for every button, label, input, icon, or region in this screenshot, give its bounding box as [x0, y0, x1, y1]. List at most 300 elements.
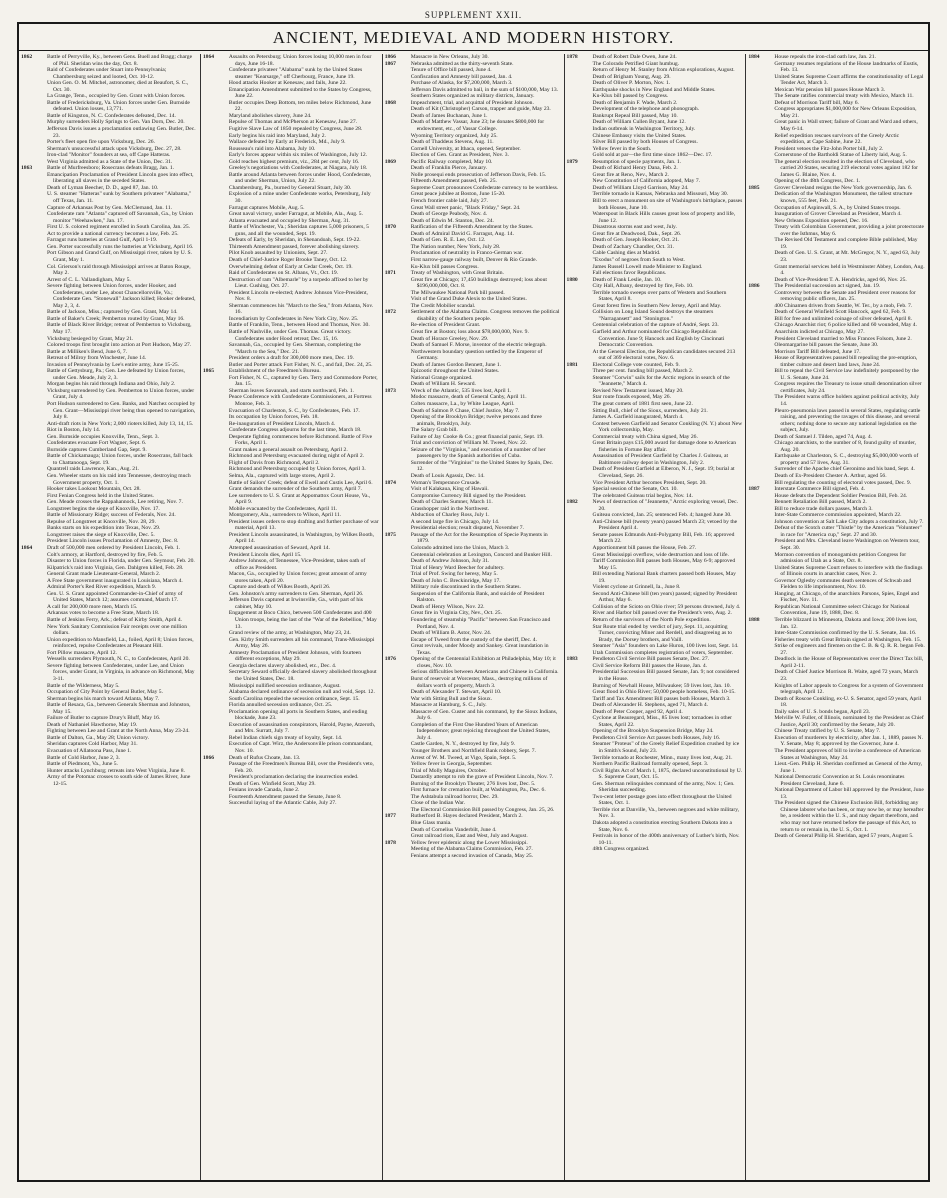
event-entry: Return of the survivors of the North Pole expedition.: [592, 617, 711, 624]
event-entry: Oleomargarine bill passes the Senate, June 30.: [774, 342, 879, 349]
event-entry: Ku-Klux bill passes Congress.: [410, 263, 479, 270]
event-entry: Waterspout in Black Hills causes great loss of property and life, June 12.: [592, 211, 736, 224]
event-entry: Presidential election; result disputed, November 7.: [410, 525, 524, 532]
event-entry: La Grange, Tenn., occupied by Gen. Grant with Union forces.: [47, 93, 186, 100]
event-entry: Death of Admiral David G. Farragut, Aug. 14.: [410, 230, 514, 237]
event-entry: Burnside captures Cumberland Gap, Sept. 9.: [47, 446, 147, 453]
event-entry: Battle of Franklin, Tenn., between Hood and Thomas, Nov. 30.: [228, 322, 370, 329]
event-entry: Raid of Confederates on St. Albans, Vt., Oct. 19.: [228, 270, 339, 277]
event-entry: Chinese Embassy visits the United States.: [592, 132, 687, 139]
event-entry: Terrible tornado at Rochester, Minn., many lives lost, Aug. 21.: [592, 754, 733, 761]
event-entry: Ku-Klux bill passed by Congress.: [592, 93, 669, 100]
event-entry: 400 Chinamen driven from Seattle, W. Ter., by a mob, Feb. 7.: [774, 302, 913, 309]
event-entry: House defeats the Dependent Soldier Pension Bill, Feb. 24.: [774, 492, 908, 499]
event-entry: Grasshopper raid in the Northwest.: [410, 505, 490, 512]
event-entry: At the General Election, the Republican candidates secured 213 out of 369 electoral votes, Nov. 6.: [592, 348, 736, 362]
year-label: 1880: [566, 276, 578, 283]
event-entry: Pendleton Civil Service Bill passes Senate, Dec. 27.: [592, 656, 710, 663]
event-entry: Tariff Commission Bill passes both Houses, May 6-9; approved May 15.: [592, 558, 736, 571]
event-entry: Destruction of ram "Albemarle" by a torpedo affixed to her by Lieut. Cushing, Oct. 27.: [228, 276, 369, 290]
event-entry: Evacuation of Charleston, S. C., by Confederates, Feb. 17.: [228, 407, 360, 414]
event-entry: Grant makes a general assault on Petersburg, April 2.: [228, 446, 348, 453]
event-entry: Dedication of the Washington Monument, the tallest structure known, 555 feet, Feb. 21.: [774, 191, 913, 205]
event-list: [229, 54, 379, 368]
event-entry: Opening of the 48th Congress, Dec. 1.: [774, 178, 861, 185]
timeline-columns: [19, 54, 928, 1182]
event-entry: Death of Chief-Justice Roger Brooke Taney, Oct. 12.: [228, 256, 348, 263]
event-entry: Early begins his raid into Maryland, July 2.: [228, 132, 326, 139]
event-entry: Trial of Molly Maguires, October.: [410, 767, 487, 774]
event-list: [593, 159, 743, 277]
event-entry: Sherman's unsuccessful attack upon Vicksburg, Dec. 27, 28.: [47, 145, 182, 152]
event-entry: Amnesty Proclamation of President Johnson, with fourteen different exceptions, May 29.: [228, 649, 362, 663]
year-group: [385, 159, 561, 224]
event-entry: The Senate ratifies commercial treaty with Mexico, March 11.: [774, 93, 914, 100]
year-label: 1887: [748, 486, 760, 493]
event-entry: Dakota adopted a constitution erecting Southern Dakota into a State, Nov. 6.: [592, 819, 733, 833]
event-entry: Establishment of the Freedmen's Bureau.: [228, 368, 321, 375]
year-group: [385, 309, 561, 388]
event-entry: Great fire at Chicago; 17,450 buildings destroyed; loss about $196,000,000, Oct. 8.: [410, 276, 547, 290]
event-entry: President's proclamation declaring the insurrection ended.: [228, 774, 359, 781]
event-entry: Death of Thaddeus Stevens, Aug. 11.: [410, 139, 494, 146]
event-entry: Terrible riot at Danville, Va., between negroes and white military, Nov. 3.: [592, 806, 740, 820]
event-entry: The celebrated Guiteau trial begins, Nov. 14.: [592, 492, 693, 499]
event-list: [411, 532, 561, 656]
event-entry: Great panic in Wall street; failure of Grant and Ward and others, May 6-14.: [774, 119, 918, 133]
event-entry: Fort Fisher, N. C., captured by Gen. Terry and Commodore Porter, Jan. 15.: [228, 374, 378, 388]
event-entry: Execution of assassination conspirators, Harold, Payne, Atzeroth, and Mrs. Surratt, July 7.: [228, 721, 376, 735]
year-label: 1862: [21, 54, 33, 60]
event-list: [593, 277, 743, 362]
event-entry: Gen. Porter successfully runs the batteries at Vicksburg, April 16.: [47, 243, 194, 250]
event-entry: Battle of Jackson, Miss.; captured by Gen. Grant, May 14.: [47, 309, 178, 316]
event-entry: Union expedition to Mansfield, La., foiled, April 8; Union forces, reinforced, repulse Confederates at Pleasant Hill.: [47, 636, 194, 650]
year-label: 1878: [566, 54, 578, 60]
event-entry: Gen. Burnside occupies Knoxville, Tenn., Sept. 3.: [47, 433, 159, 440]
year-label: 1866: [384, 54, 396, 60]
event-entry: Guiteau convicted, Jan. 25; sentenced Feb. 4; hanged June 30.: [592, 512, 732, 519]
year-label: 1875: [384, 531, 396, 538]
event-entry: Battle of Black River Bridge; retreat of Pemberton to Vicksburg, May 17.: [47, 322, 192, 335]
event-entry: Yellow fever in Georgia, September.: [410, 761, 493, 768]
event-entry: Anti-draft riots in New York; 2,000 rioters killed, July 13, 14, 15.: [47, 420, 194, 427]
event-entry: Death of William B. Astor, Nov. 24.: [410, 630, 492, 637]
event-entry: Serious difficulties between Americans and Chinese in California.: [410, 669, 559, 676]
event-entry: Death of Peter Cooper, aged 92, April 4.: [592, 708, 683, 715]
event-entry: Completion of the First One Hundred Years of American Independence; great rejoicing throughout the United States, July 4.: [410, 721, 551, 741]
event-entry: Death of Gen. U. S. Grant, at Mt. McGregor, N. Y., aged 63, July 23.: [774, 250, 921, 263]
event-entry: Ratification of the Fifteenth Amendment by the States.: [410, 224, 534, 231]
event-entry: Death of Oliver P. Morton, Nov. 1.: [592, 80, 671, 87]
event-entry: Death of Brigham Young, Aug. 29.: [592, 73, 671, 80]
event-entry: Wyoming Territory organized, July 25.: [410, 132, 498, 139]
event-entry: Violent cyclone at Grinnell, Ia., June 8.: [592, 584, 681, 591]
timeline-column: [565, 54, 747, 1182]
event-entry: Assaults on Petersburg; Union forces losing 10,000 men in four days, June 16-18.: [228, 54, 372, 67]
event-entry: Commercial treaty with China signed, May 26.: [592, 433, 698, 440]
year-group: [385, 656, 561, 813]
event-entry: Centennial celebration at Lexington, Concord and Bunker Hill.: [410, 551, 552, 558]
event-entry: Castle Garden, N. Y., destroyed by fire, July 9.: [410, 741, 516, 748]
event-entry: United States Supreme Court affirms the constitutionality of Legal Tender Act, March 3.: [774, 73, 924, 87]
event-entry: Invasion of Pennsylvania by Lee's entire army, June 15-25.: [47, 361, 180, 368]
event-entry: Colored troops first brought into action at Port Hudson, May 27.: [47, 342, 192, 349]
event-entry: Sherman commences his "March to the Sea," from Atlanta, Nov. 16.: [228, 302, 374, 316]
event-entry: Morrison Tariff Bill defeated, June 17.: [774, 348, 861, 355]
event-entry: Disaster to Union forces in Florida, under Gen. Seymour, Feb. 20.: [47, 558, 195, 565]
event-entry: Pendleton Civil Service Act passes both Houses, July 16.: [592, 734, 721, 741]
event-entry: Pilot Knob assaulted by Unionists, Sept. 27.: [228, 250, 328, 257]
event-entry: Death of Chief Justice Morrison R. Waite, aged 72 years, March 23.: [774, 669, 919, 682]
event-entry: Tenure of Office bill passed, June 4.: [410, 67, 492, 74]
event-entry: Great Wall street panic, "Black Friday," Sept. 24.: [410, 204, 521, 211]
event-entry: Pleuro-pneumonia laws passed in several States, regulating cattle raising, and preventing the ravages of this disease, and several others; nothing done to secure any national legislation on the subject, July.: [774, 407, 921, 434]
event-entry: Death of Matthew Vassar, June 23; he donates $800,000 for endowment, etc., of Vassar College.: [410, 119, 545, 133]
event-entry: Macon, Ga., occupied by Union forces; great amount of army stores taken, April 20.: [228, 571, 367, 584]
event-entry: Death of Roscoe Conkling, ex-U. S. Senator, aged 59 years, April 18.: [774, 695, 922, 709]
event-entry: Death of Charles Sumner, March 11.: [410, 499, 493, 506]
event-entry: Death of Cornelius Vanderbilt, June 4.: [410, 826, 497, 833]
year-label: 1879: [566, 158, 578, 165]
year-group: [567, 499, 743, 656]
event-entry: Sherman begins his march toward Atlanta, May 7.: [47, 695, 160, 702]
event-entry: Death of Louis Agassiz, Dec. 14.: [410, 473, 485, 479]
event-entry: A Free State government inaugurated in Louisiana, March 4.: [47, 577, 183, 584]
event-list: [411, 61, 561, 100]
page-title: ANCIENT, MEDIEVAL AND MODERN HISTORY.: [19, 24, 928, 51]
event-entry: Chicago Anarchist riot; 6 police killed and 60 wounded, May 4.: [774, 322, 917, 329]
event-entry: Epizootic throughout the United States.: [410, 368, 500, 375]
event-entry: Arrest of W. M. Tweed, at Vigo, Spain, Sept. 5.: [410, 754, 517, 761]
event-entry: Northwestern boundary question settled by the Emperor of Germany.: [410, 348, 543, 362]
event-entry: House of Representatives passed bill repealing the pre-emption, timber culture and desert land laws, June 24.: [774, 355, 918, 368]
event-entry: South Carolina repealed the secession ordinance, Sept. 15.: [228, 695, 360, 702]
event-entry: Death of Robert Dale Owen, June 24.: [592, 54, 677, 60]
year-label: 1864: [21, 545, 33, 552]
event-entry: West Virginia admitted as a State of the Union, Dec. 31.: [47, 158, 173, 165]
event-entry: Dastardly attempt to rob the grave of President Lincoln, Nov. 7.: [410, 774, 554, 781]
event-entry: President orders a draft for 300,000 more men, Dec. 19.: [228, 355, 354, 362]
year-group: [385, 100, 561, 159]
year-label: 1874: [384, 479, 396, 486]
event-entry: Suspension of the California Bank, and suicide of President Ralston.: [410, 590, 545, 604]
event-entry: Death of General Winfield Scott Hancock, aged 62, Feb. 9.: [774, 309, 907, 316]
event-entry: Capture and death of Wilkes Booth, April 26.: [228, 584, 331, 591]
event-entry: Death of Horace Greeley, Nov. 29.: [410, 335, 489, 342]
event-entry: The Credit Mobilier scandal.: [410, 302, 476, 309]
event-entry: Vicksburg surrendered by Gen. Pemberton to Union forces, under Grant, July 4.: [47, 387, 195, 401]
event-entry: Death of William Lloyd Garrison, May 24.: [592, 184, 689, 191]
event-list: [229, 368, 379, 754]
event-entry: Burning of the Brooklyn Theater, 276 lives lost, Dec. 5.: [410, 780, 536, 787]
event-entry: Development of the telephone and phonograph.: [592, 106, 700, 113]
event-entry: Defeat of Morrison Tariff bill, May 6.: [774, 99, 859, 106]
event-entry: Grand review of the army, at Washington, May 23, 24.: [228, 630, 351, 637]
event-entry: Battle of Sailors' Creek; defeat of Ewell and Custis Lee, April 6.: [228, 479, 373, 486]
event-entry: Jefferson Davis captured at Irwinsville, Ga., with part of his cabinet, May 10.: [228, 597, 363, 610]
event-entry: Draft of 500,000 men ordered by President Lincoln, Feb. 1.: [47, 545, 181, 552]
event-entry: Opening of the Brooklyn Bridge; twelve persons and three animals, Brooklyn, July.: [410, 414, 542, 427]
event-entry: Severe fighting between Union forces, under Hooker, and Confederates, under Lee, about Chancellorsville, Va.; Confederate Gen. "Stonewall" Jackson killed; Hooker defeated, May 2, 3, 4.: [47, 283, 196, 309]
event-entry: Great fire at Boston; loss about $78,000,000, Nov. 9.: [410, 328, 529, 335]
year-group: [385, 813, 561, 839]
event-entry: Mobile evacuated by the Confederates, April 11.: [228, 505, 338, 512]
event-entry: Steamer "Asia" founders on Lake Huron, 100 lives lost, Sept. 14.: [592, 643, 739, 650]
event-entry: Terrible blizzard in Minnesota, Dakota and Iowa; 200 lives lost, Jan. 12.: [774, 617, 918, 630]
year-group: [748, 54, 925, 185]
event-entry: Sheridan captures Cold Harbor, May 31.: [47, 741, 138, 748]
event-entry: Defeat of the Scotch cutter "Thistle" by the American "Volunteer" in race for "America cup," Sept. 27 and 30.: [774, 525, 922, 538]
event-entry: Death of Edwin M. Stanton, Dec. 24.: [410, 217, 494, 224]
event-entry: Retreat of Milroy from Winchester, June 14.: [47, 355, 147, 362]
event-entry: Settlement of the Alabama Claims. Congress removes the political disability of the Southern people.: [410, 309, 560, 322]
event-entry: Greeley's negotiations with Confederates, at Niagara, July 18.: [228, 165, 368, 172]
event-entry: James A. Garfield inaugurated, March 4.: [592, 414, 684, 421]
event-entry: Raid of Confederates under Stuart into Pennsylvania; Chambersburg seized and looted, Oct. 10-12.: [47, 67, 167, 80]
event-entry: Port Hudson surrendered to Gen. Banks, and Natchez occupied by Gen. Grant—Mississippi river being thus opened to navigation, July 8.: [47, 400, 196, 421]
event-entry: The Ashtabula railroad horror, Dec. 29.: [410, 793, 499, 800]
event-entry: Death of Gen. R. E. Lee, Oct. 12.: [410, 237, 486, 244]
event-entry: Hooker takes Lookout Mountain, Oct. 28.: [47, 486, 141, 493]
event-entry: Death of William Cullen Bryant, June 12.: [592, 119, 686, 126]
event-entry: Meeting of the Alabama Claims Commission, Feb. 27.: [410, 846, 533, 853]
year-group: [385, 480, 561, 532]
event-entry: Battle of Chickamauga; Union forces, under Rosecrans, fall back to Chattanooga, Sept. 19.: [47, 453, 193, 466]
year-group: [385, 840, 561, 860]
event-entry: Yellow fever epidemic along the Lower Mississippi.: [410, 839, 528, 846]
event-entry: The Revised Old Testament and complete Bible published, May 19.: [774, 237, 918, 250]
event-entry: Abduction of Charley Ross, July 1.: [410, 512, 490, 519]
event-entry: Hanging, at Chicago, of the anarchists Parsons, Spies, Engel and Fischer, Nov. 11.: [774, 590, 920, 604]
event-entry: Visit of the Grand Duke Alexis to the United States.: [410, 296, 527, 303]
event-entry: Great flood in Ohio River; 50,000 people homeless, Feb. 10-15.: [592, 689, 736, 696]
event-entry: Opening of the Centennial Exhibition at Philadelphia, May 10; it closes, Nov. 10.: [410, 656, 556, 669]
event-list: [411, 656, 561, 813]
event-entry: Overwhelming defeat of Early at Cedar Creek, Oct. 19.: [228, 263, 353, 270]
event-list: [411, 813, 561, 839]
event-entry: Great fire at Deadwood, Dak., Sept. 26.: [592, 230, 682, 237]
year-label: 1886: [748, 283, 760, 290]
event-entry: Southern States organized as military districts, January.: [410, 93, 535, 100]
event-entry: Terrible tornado sweeps over parts of Western and Southern States, April 8.: [592, 289, 727, 303]
event-entry: Inauguration of Grover Cleveland as President, March 4.: [774, 211, 902, 218]
year-label: 1877: [384, 813, 396, 820]
event-entry: Richmond and Petersburg evacuated during night of April 2.: [228, 453, 365, 460]
event-entry: Cornerstone of the Bartholdi Statue of Liberty laid, Aug. 5.: [774, 152, 907, 159]
event-entry: Star route frauds exposed, May 26.: [592, 394, 671, 401]
year-group: [385, 388, 561, 480]
year-label: 1873: [384, 387, 396, 394]
event-entry: Fighting between Lee and Grant at the North Anna, May 23-24.: [47, 728, 190, 735]
event-entry: Fort Pillow massacre, April 12.: [47, 649, 117, 656]
event-entry: Grant memorial services held in Westminster Abbey, London, Aug. 4.: [774, 263, 925, 277]
event-entry: Fifteenth Amendment passed, Feb. 25.: [410, 178, 497, 185]
event-entry: Special session of the Senate, Oct. 10.: [592, 486, 678, 493]
event-entry: Return of Henry M. Stanley from African explorations, August.: [592, 67, 735, 74]
event-entry: Severe fighting between Confederates, under Lee, and Union forces, under Grant, in Virginia, in advance on Richmond, May 3-11.: [47, 662, 195, 682]
event-entry: Passage of the Freedmen's Bureau Bill, over the President's veto, Feb. 20.: [228, 761, 374, 774]
event-entry: United States Supreme Court refuses to interfere with the findings of Illinois courts in anarchist cases, Nov. 2.: [774, 564, 923, 578]
event-entry: Electoral College vote counted, Feb. 9.: [592, 361, 680, 368]
event-entry: Death of Henry Wilson, Nov. 22.: [410, 603, 485, 610]
event-entry: Foundering of steamship "Pacific" between San Francisco and Portland, Nov. 4.: [410, 617, 551, 630]
event-entry: The President warns office holders against political activity, July 14.: [774, 394, 920, 407]
event-entry: First U. S. colored regiment enrolled in South Carolina, Jan. 25.: [47, 224, 191, 231]
event-entry: Fugitive Slave Law of 1850 repealed by Congress, June 28.: [228, 126, 363, 133]
event-entry: Massacre of Gen. Custer and his command, by the Sioux Indians, July 6.: [410, 708, 558, 722]
event-entry: Death of Samuel F. Morse, inventor of the electric telegraph.: [410, 342, 547, 349]
event-list: [47, 545, 197, 787]
event-entry: Death of James Gordon Bennett, June 1.: [410, 361, 502, 368]
event-entry: Capture of Arkansas Post by Gen. McClernand, Jan. 11.: [47, 204, 173, 211]
event-entry: Cyclone at Beauregard, Miss., 85 lives lost; tornadoes in other States, April 22.: [592, 715, 733, 728]
year-group: [385, 61, 561, 100]
event-entry: Mexican War pension bill passes House March 3.: [774, 86, 886, 93]
event-entry: Gen. Johnston's army surrenders to Gen. Sherman, April 26.: [228, 590, 364, 597]
event-entry: Butler occupies Deep Bottom, ten miles below Richmond, June 22.: [228, 99, 372, 113]
event-entry: First Fenian Congress held in the United States.: [47, 492, 154, 499]
event-entry: Germany resumes regulations of the House landmarks of Eustis, Feb. 13.: [774, 60, 919, 74]
event-entry: National Grange organized.: [410, 374, 473, 381]
event-entry: Battle of Resaca, Ga., between Generals Sherman and Johnston, May 15.: [47, 702, 191, 715]
event-entry: House repeals the iron-clad oath law, Jan. 21.: [774, 54, 876, 60]
event-entry: Civil Service Reform Bill passes the House, Jan. 4.: [592, 662, 708, 669]
event-list: [774, 617, 925, 840]
event-entry: Rutherford B. Hayes declared President, March 2.: [410, 813, 523, 820]
event-entry: Fenians attempt a second invasion of Canada, May 25.: [410, 852, 534, 859]
year-label: 1865: [202, 368, 215, 375]
event-entry: Atlanta evacuated and occupied by Sherman, Aug. 31.: [228, 217, 351, 224]
year-label: 1867: [384, 60, 396, 67]
event-entry: Admiral Porter's Red River expedition, March 9.: [47, 584, 157, 591]
event-entry: Surrender of the Apache chief Geronimo and his band, Sept. 4.: [774, 466, 915, 473]
event-entry: Lieut.-Gen. Philip H. Sheridan confirmed as General of the Army, June 1.: [774, 761, 923, 774]
event-entry: Modoc massacre, death of General Canby, April 11.: [410, 394, 527, 401]
event-list: [774, 283, 925, 486]
event-entry: Farragut runs batteries at Grand Gulf, April 1-19.: [47, 237, 158, 244]
event-entry: Second Anti-Chinese bill (ten years) passed; signed by President Arthur, May 6.: [592, 590, 738, 604]
year-group: [748, 617, 925, 840]
event-entry: Gen. Kirby Smith surrenders all his command, Trans-Mississippi Army, May 26.: [228, 636, 375, 650]
timeline-column: [383, 54, 565, 1182]
event-entry: Savannah, Ga., occupied by Gen. Sherman, completing the "March to the Sea," Dec. 21.: [228, 342, 361, 355]
event-entry: Nebraska admitted as the thirty-seventh State.: [410, 60, 514, 67]
event-entry: Chambersburg, Pa., burned by General Stuart, July 30.: [228, 184, 352, 191]
year-group: [21, 54, 197, 165]
event-entry: President Lincoln assassinated, in Washington, by Wilkes Booth, April 14.: [228, 531, 375, 545]
event-entry: Battle of Dalton, Ga., May 28; Union victory.: [47, 734, 150, 741]
event-entry: Porter's fleet open fire upon Vicksburg, Dec. 26.: [47, 139, 155, 146]
event-entry: Escape of Tweed from the custody of the sheriff, Dec. 4.: [410, 636, 537, 643]
event-entry: French frontier cable laid, July 27.: [410, 198, 488, 205]
event-entry: Interstate Commerce Bill signed, Feb. 4.: [774, 486, 866, 493]
event-entry: Battle of Kingston, N. C. Confederates defeated, Dec. 14.: [47, 112, 176, 119]
event-entry: Engagement at Boco Chico, between 500 Confederates and 400 Union troops, being the last of the "War of the Rebellion," May 13.: [228, 610, 377, 630]
event-entry: Wallace defeated by Early at Frederick, Md., July 9.: [228, 139, 346, 146]
event-entry: Senate passes Edmunds Anti-Polygamy Bill, Feb. 16; approved March 22.: [592, 531, 735, 545]
timeline-column: [746, 54, 928, 1182]
event-entry: Festivals in honor of the 400th anniversary of Luther's birth, Nov. 10-11.: [592, 833, 740, 846]
year-group: [21, 545, 197, 787]
event-entry: Gen. Sherman relinquishes command of the army, Nov. 1; Gen. Sheridan succeeding.: [592, 780, 735, 794]
event-entry: Failure of Jay Cooke & Co.; great financial panic, Sept. 19.: [410, 433, 544, 440]
event-list: [774, 185, 925, 283]
event-entry: Execution of Capt. Wirz, the Andersonville prison commandant, Nov. 10.: [228, 741, 373, 754]
event-entry: Battle of Fredericksburg, Va. Union forces under Gen. Burnside defeated. Union losses, 13,771.: [47, 99, 190, 113]
event-entry: Florida annulled secession ordinance, Oct. 25.: [228, 702, 333, 709]
event-entry: Great Britain pays £15,000 award for damage done to American fisheries in Fortune Bay affair.: [592, 440, 737, 453]
event-entry: A call for 200,000 more men, March 15.: [47, 603, 138, 610]
event-entry: Vice President Arthur becomes President, Sept. 20.: [592, 479, 707, 486]
event-entry: Death of Benjamin F. Wade, March 2.: [592, 99, 678, 106]
year-group: [748, 185, 925, 283]
event-entry: Steamer "Proteus" of the Greely Relief Expedition crushed by ice in Smith's Sound, July 23.: [592, 741, 740, 754]
event-list: [593, 499, 743, 656]
event-entry: President Cleveland married to Miss Frances Folsom, June 2.: [774, 335, 912, 342]
event-entry: Disastrous storms east and west, July.: [592, 224, 677, 231]
event-entry: Battle of the Wilderness, May 5.: [47, 682, 120, 689]
event-entry: Flight of Davis from Richmond, April 2.: [228, 459, 320, 466]
event-entry: Banks starts on his expedition into Texas, Nov. 29.: [47, 525, 161, 532]
event-entry: Contest between Garfield and Senator Conkling (N. Y.) about New York collectorship, May.: [592, 420, 743, 434]
event-entry: Election of Gen. Grant as President, Nov. 3.: [410, 152, 509, 159]
year-group: [203, 755, 379, 807]
event-entry: News of destruction of "Jeannette," Arctic exploring vessel, Dec. 20.: [592, 499, 738, 512]
event-list: [774, 54, 925, 185]
event-entry: Death of Andrew Johnson, July 31.: [410, 558, 490, 565]
event-entry: Col. Grierson's raid through Mississippi arrives at Baton Rouge, May 2.: [47, 263, 191, 277]
event-entry: Battle of Winchester, Va.; Sheridan captures 5,000 prisoners, 5 guns, and all the wounded, Sept. 19.: [228, 224, 369, 237]
event-entry: Confederate privateer "Alabama" sunk by the United States steamer "Kearsarge," off Cherbourg, France, June 19.: [228, 67, 363, 80]
event-entry: Confederate Congress adjourns for the last time, March 18.: [228, 427, 362, 434]
event-entry: Indian outbreak in Washington Territory, July.: [592, 126, 696, 133]
event-entry: Knights of Labor appeals to Congress for a system of Government telegraph, April 12.: [774, 682, 924, 696]
event-entry: Nolle prosequi ends prosecution of Jefferson Davis, Feb. 15.: [410, 171, 547, 178]
event-entry: Alabama declared ordinance of secession null and void, Sept. 12.: [228, 689, 375, 696]
event-entry: Grover Cleveland resigns the New York governorship, Jan. 6.: [774, 184, 913, 191]
event-entry: Burst of reservoir at Worcester, Mass., destroying millions of dollars worth of property, March 3.: [410, 675, 548, 689]
event-list: [229, 755, 379, 807]
event-entry: Battle of Baker's Creek; Pemberton routed by Grant, May 16.: [47, 315, 185, 322]
event-entry: Republican National Committee select Chicago for National Convention, June 19, 1888, Dec. 8.: [774, 603, 910, 617]
event-entry: Battle of Missionary Ridge; success of Federals, Nov. 24.: [47, 512, 176, 519]
event-entry: Maryland abolishes slavery, June 24.: [228, 112, 312, 119]
event-entry: Quantrell raids Lawrence, Kan., Aug. 21.: [47, 466, 140, 473]
event-entry: Fenians invade Canada, June 2.: [228, 787, 300, 794]
year-group: [567, 362, 743, 499]
event-entry: Act to provide a national currency becomes a law, Feb. 25.: [47, 230, 179, 237]
event-entry: Wessells surrenders Plymouth, N. C., to Confederates, April 20.: [47, 656, 190, 663]
event-entry: Controversy between the Senate and President over reasons for removing public officers, Jan. 25.: [774, 289, 916, 303]
event-list: [411, 480, 561, 532]
event-entry: The Salary Grab bill.: [410, 427, 458, 434]
event-entry: President Lincoln dies, April 15.: [228, 551, 302, 558]
event-entry: Early's forces appear within six miles of Washington, July 12.: [228, 152, 368, 159]
event-entry: Death of Zachary Chandler, Oct. 31.: [592, 243, 675, 250]
year-group: [748, 283, 925, 486]
event-entry: Death of General Philip H. Sheridan, aged 57 years, August 5.: [774, 833, 914, 840]
event-entry: Great fire at Reno, Nev., March 2.: [592, 171, 669, 178]
timeline-column: [19, 54, 201, 1182]
event-entry: Death of Alexander H. Stephens, aged 71, March 4.: [592, 702, 709, 709]
event-entry: Occupation of City Point by General Butler, May 5.: [47, 689, 163, 696]
event-entry: Rousseau's raid into Alabama, July 10.: [228, 145, 316, 152]
event-entry: Battle of Gettysburg, Pa.; Gen. Lee defeated by Union forces, under Gen. Meade, July 2, 3.: [47, 368, 185, 381]
event-entry: Treaty with Colombian Government, providing a joint protectorate over the Isthmus, May 6.: [774, 224, 924, 237]
event-entry: Death of Rufus Choate, Jan. 13.: [228, 754, 301, 761]
event-entry: Death of President Garfield at Elberon, N. J., Sept. 19; burial at Cleveland, Sept. 26.: [592, 466, 735, 479]
